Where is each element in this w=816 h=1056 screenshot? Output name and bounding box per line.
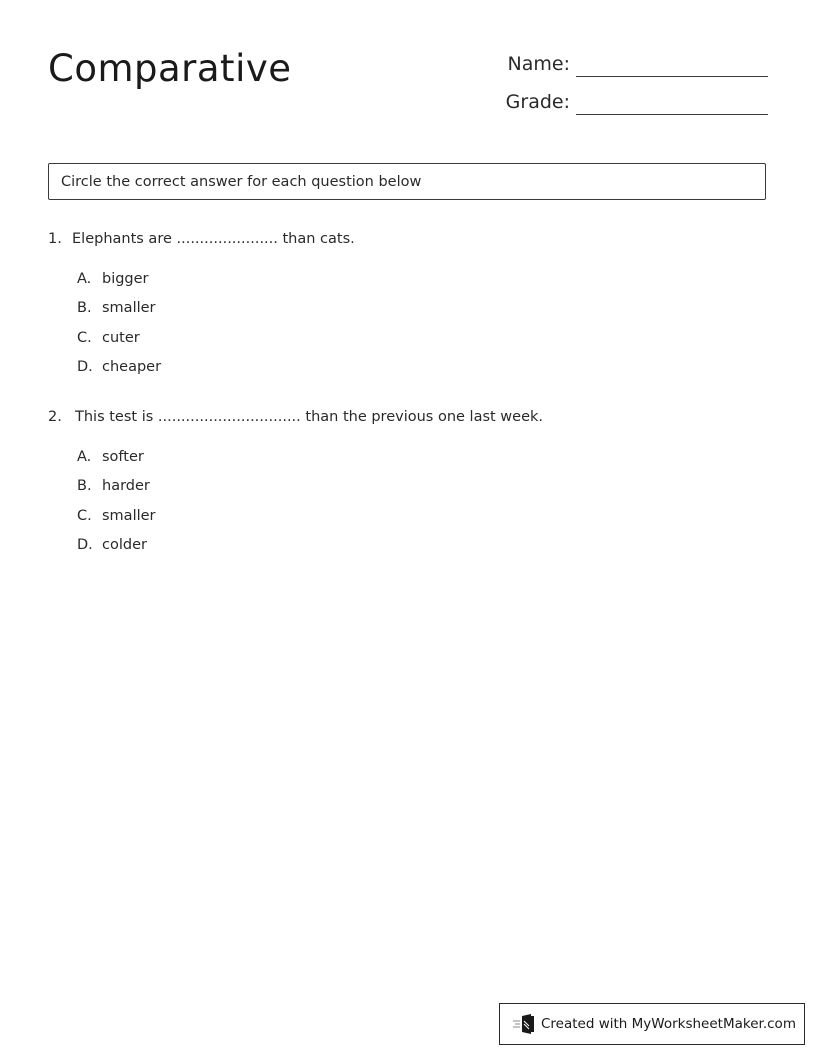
option-text: cheaper (102, 359, 162, 376)
question-stem (48, 409, 543, 429)
question-text: Elephants are ...................... than cats. (72, 231, 355, 247)
option-letter: C. (77, 329, 92, 346)
answer-option[interactable] (77, 330, 355, 359)
option-text: smaller (102, 300, 156, 317)
grade-field (500, 86, 768, 115)
option-text: softer (102, 449, 144, 465)
question-number: 2. (48, 409, 62, 425)
question-number: 1. (48, 231, 62, 247)
question-2 (48, 409, 543, 567)
option-text: cuter (102, 329, 140, 346)
question-1 (48, 231, 355, 389)
option-letter: A. (77, 271, 92, 287)
option-text: bigger (102, 271, 149, 287)
answer-option[interactable] (77, 537, 543, 566)
worksheet-title: Comparative (48, 47, 292, 90)
answer-option[interactable] (77, 449, 543, 478)
question-text: This test is ............................... than the previous one last week. (75, 409, 544, 425)
option-letter: D. (77, 537, 93, 554)
question-stem (48, 231, 355, 251)
instructions-text: Circle the correct answer for each question below (61, 173, 422, 190)
option-letter: B. (77, 300, 92, 317)
option-letter: A. (77, 449, 92, 465)
answer-option[interactable] (77, 478, 543, 507)
option-text: smaller (102, 507, 156, 524)
answer-option[interactable] (77, 508, 543, 537)
answer-options (48, 271, 355, 389)
name-field (500, 48, 768, 77)
name-label: Name: (507, 53, 570, 75)
option-letter: B. (77, 478, 92, 495)
worksheet-logo-icon (512, 1013, 536, 1035)
answer-option[interactable] (77, 300, 355, 329)
option-letter: C. (77, 507, 92, 524)
option-text: colder (102, 537, 147, 554)
answer-options (48, 449, 543, 567)
grade-label: Grade: (505, 91, 570, 113)
name-blank-line (576, 48, 768, 77)
answer-option[interactable] (77, 359, 355, 388)
option-text: harder (102, 478, 150, 495)
option-letter: D. (77, 359, 93, 376)
instructions-box (48, 163, 766, 200)
grade-blank-line (576, 86, 768, 115)
footer-credit-text: Created with MyWorksheetMaker.com (541, 1016, 796, 1032)
footer-credit-badge[interactable] (499, 1003, 805, 1045)
answer-option[interactable] (77, 271, 355, 300)
